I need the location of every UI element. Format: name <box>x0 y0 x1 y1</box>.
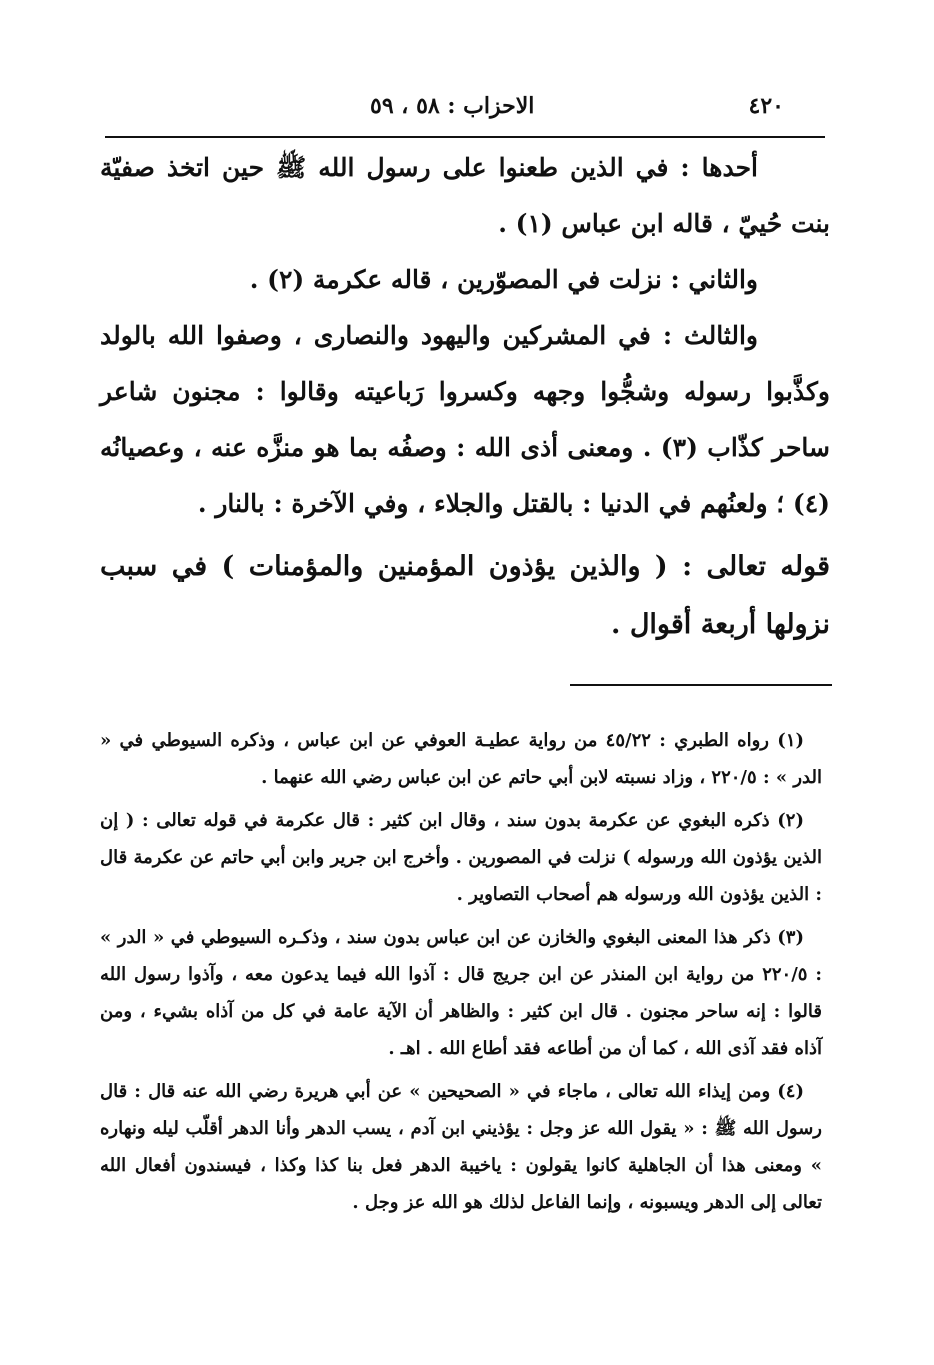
paragraph-second-opinion: والثاني : نزلت في المصوّرين ، قاله عكرمة (٢) . <box>249 265 758 294</box>
footnote-1: (١) رواه الطبري : ٤٥/٢٢ من رواية عطيـة العوفي عن ابن عباس ، وذكره السيوطي في « الدر » : ٢٢٠/٥ ، وزاد نسبته لابن أبي حاتم عن ابن عباس رضي الله عنهما . <box>100 730 822 788</box>
page-header <box>370 88 784 124</box>
footnotes <box>100 722 822 1227</box>
footnotes-divider <box>570 684 832 686</box>
paragraph-first-opinion: أحدها : في الذين طعنوا على رسول الله ﷺ حين اتخذ صفيّة بنت حُييّ ، قاله ابن عباس (١) . <box>100 153 830 238</box>
footnote-3: (٣) ذكر هذا المعنى البغوي والخازن عن ابن عباس بدون سند ، وذكـره السيوطي في « الدر » : ٢٢٠/٥ من رواية ابن المنذر عن ابن جريج قال : آذوا الله فيما يدعون معه ، وآذوا رسول الله قالوا : إنه ساحر مجنون . قال ابن كثير : والظاهر أن الآية عامة في كل من آذاه بشيء ، ومن آذاه فقد آذى الله ، كما أن من أطاعه فقد أطاع الله . اهـ . <box>100 927 822 1059</box>
page-number: ٤٢٠ <box>748 93 784 119</box>
running-title: الاحزاب : ٥٨ ، ٥٩ <box>370 93 535 119</box>
footnote-4: (٤) ومن إيذاء الله تعالى ، ماجاء في « الصحيحين » عن أبي هريرة رضي الله عنه قال : قال رسول الله ﷺ : « يقول الله عز وجل : يؤذيني ابن آدم ، يسب الدهر وأنا الدهر أقلّب ليله ونهاره » ومعنى هذا أن الجاهلية كانوا يقولون : ياخيبة الدهر فعل بنا كذا وكذا ، فيسندون أفعال الله تعالى إلى الدهر ويسبونه ، وإنما الفاعل لذلك هو الله عز وجل . <box>100 1081 822 1213</box>
paragraph-third-opinion: والثالث : في المشركين واليهود والنصارى ، وصفوا الله بالولد وكذَّبوا رسوله وشجُّوا وجهه وكسروا رَباعيته وقالوا : مجنون شاعر ساحر كذّاب (٣) . ومعنى أذى الله : وصفُه بما هو منزَّه عنه ، وعصيانُه (٤) ؛ ولعنُهم في الدنيا : بالقتل والجلاء ، وفي الآخرة : بالنار . <box>100 321 830 518</box>
paragraph-verse-heading: قوله تعالى : ( والذين يؤذون المؤمنين والمؤمنات ) في سبب نزولها أربعة أقوال . <box>100 551 830 640</box>
main-text <box>100 140 830 654</box>
header-divider <box>105 136 825 138</box>
footnote-2: (٢) ذكره البغوي عن عكرمة بدون سند ، وقال ابن كثير : قال عكرمة في قوله تعالى : ( إن الذين يؤذون الله ورسوله ) نزلت في المصورين . وأخرج ابن جرير وابن أبي حاتم عن عكرمة قال : الذين يؤذون الله ورسوله هم أصحاب التصاوير . <box>100 810 822 905</box>
